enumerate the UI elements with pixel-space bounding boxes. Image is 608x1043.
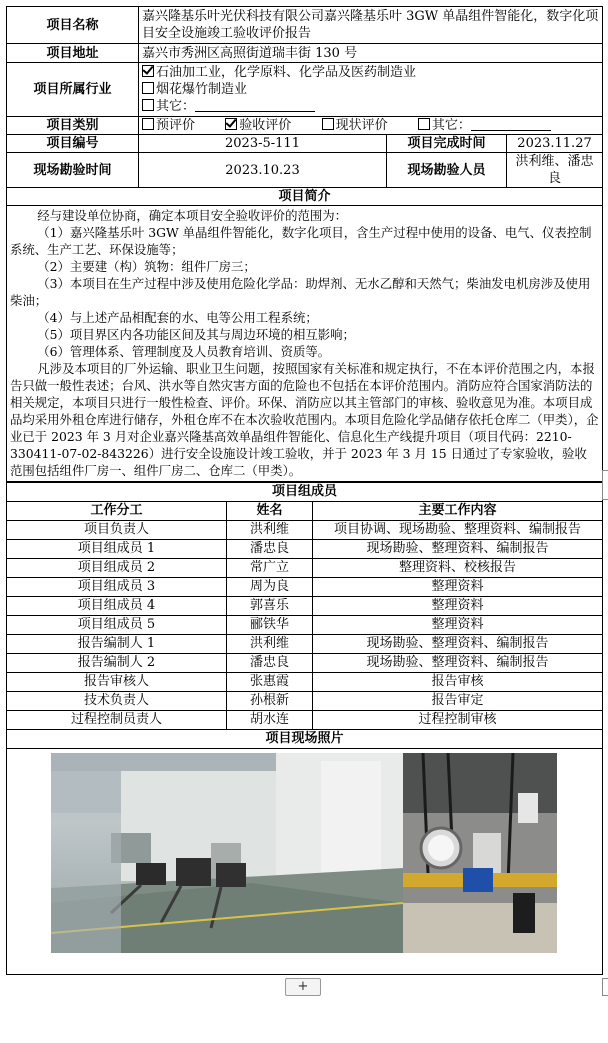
- finish-value: 2023.11.27: [507, 135, 603, 153]
- member-name: 洪利维: [227, 635, 313, 654]
- table-row: [7, 635, 603, 654]
- unchecked-box-icon: [142, 99, 154, 111]
- survey-staff-value: 洪利维、潘忠良: [507, 153, 603, 188]
- member-work: 整理资料、校核报告: [313, 559, 603, 578]
- table-row: [7, 597, 603, 616]
- table-row: [7, 521, 603, 540]
- member-role: 技术负责人: [7, 692, 227, 711]
- member-role: 项目负责人: [7, 521, 227, 540]
- member-work: 现场勘验、整理资料、编制报告: [313, 654, 603, 673]
- project-info-table: [6, 6, 603, 482]
- intro-paragraph: （3）本项目在生产过程中涉及使用危险化学品：助焊剂、无水乙醇和天然气；柴油发电机房涉及使用柴油；: [10, 276, 591, 308]
- checked-box-icon: [142, 65, 154, 77]
- table-edge-handle[interactable]: [602, 470, 608, 500]
- table-row: [7, 559, 603, 578]
- number-value: 2023-5-111: [139, 135, 387, 153]
- column-header-role: 工作分工: [7, 502, 227, 521]
- member-work: 现场勘验、整理资料、编制报告: [313, 540, 603, 559]
- member-role: 项目组成员 3: [7, 578, 227, 597]
- member-name: 张惠霞: [227, 673, 313, 692]
- intro-title: 项目简介: [7, 188, 603, 206]
- intro-paragraph: （2）主要建（构）筑物：组件厂房三；: [37, 259, 256, 274]
- members-title: 项目组成员: [7, 483, 603, 502]
- type-label: 项目类别: [7, 117, 139, 135]
- member-name: 郭喜乐: [227, 597, 313, 616]
- member-name: 潘忠良: [227, 654, 313, 673]
- unchecked-box-icon: [142, 82, 154, 94]
- table-row: [7, 616, 603, 635]
- member-work: 整理资料: [313, 616, 603, 635]
- industry-option-other[interactable]: 其它：: [142, 98, 599, 115]
- table-row: [7, 692, 603, 711]
- member-name: 胡水连: [227, 711, 313, 730]
- member-role: 报告编制人 1: [7, 635, 227, 654]
- industry-option-chemical[interactable]: 石油加工业，化学原料、化学品及医药制造业: [142, 64, 599, 81]
- unchecked-box-icon: [322, 118, 334, 130]
- table-row: [7, 578, 603, 597]
- report-sheet: [6, 6, 602, 975]
- table-row: [7, 673, 603, 692]
- member-name: 周为良: [227, 578, 313, 597]
- type-options: [139, 117, 603, 135]
- member-work: 现场勘验、整理资料、编制报告: [313, 635, 603, 654]
- member-work: 项目协调、现场勘验、整理资料、编制报告: [313, 521, 603, 540]
- address-label: 项目地址: [7, 44, 139, 63]
- member-work: 报告审核: [313, 673, 603, 692]
- intro-paragraph: （6）管理体系、管理制度及人员教育培训、资质等。: [37, 344, 331, 359]
- industry-option-fireworks[interactable]: 烟花爆竹制造业: [142, 81, 599, 98]
- member-name: 潘忠良: [227, 540, 313, 559]
- address-value: 嘉兴市秀洲区高照街道瑞丰街 130 号: [139, 44, 603, 63]
- table-row: [7, 711, 603, 730]
- site-photo-workshop: [51, 753, 403, 953]
- member-name: 洪利维: [227, 521, 313, 540]
- column-header-name: 姓名: [227, 502, 313, 521]
- number-label: 项目编号: [7, 135, 139, 153]
- intro-body: [7, 206, 603, 482]
- intro-paragraph: 凡涉及本项目的厂外运输、职业卫生问题，按照国家有关标准和规定执行，不在本评价范围之内，本报告只做一般性表述；台风、洪水等自然灾害方面的危险也不包括在本评价范围内。消防应符合国家消防法的相关规定，本项目只进行一般性检查、评价。环保、消防应以其主管部门的审核、验收意见为准。本项目成品均采用外租仓库进行储存，外租仓库不在本次验收范围内。本项目危险化学品储存依托仓库二（甲类），企业已于 2023 年 3 月对企业嘉兴隆基高效单晶组件智能化、信息化生产线提升项目（项目代码：2210-330411-07-02-843226）进行安全设施设计竣工验收，并于 2023 年 3 月 15 日通过了专家验收，验收范围包括组件厂房一、组件厂房二、仓库二（甲类）。: [10, 361, 599, 478]
- table-resize-handle[interactable]: [602, 978, 608, 996]
- members-table: [6, 482, 603, 975]
- member-role: 项目组成员 5: [7, 616, 227, 635]
- gas-panel-photo-icon: [403, 753, 557, 953]
- intro-paragraph: （1）嘉兴隆基乐叶 3GW 单晶组件智能化，数字化项目，含生产过程中使用的设备、电气、仪表控制系统、生产工艺、环保设施等；: [10, 225, 592, 257]
- type-option-other[interactable]: 其它：: [418, 118, 551, 133]
- intro-paragraph: 经与建设单位协商，确定本项目安全验收评价的范围为：: [37, 208, 348, 223]
- add-button[interactable]: +: [285, 978, 321, 996]
- member-name: 孙根新: [227, 692, 313, 711]
- member-role: 报告编制人 2: [7, 654, 227, 673]
- member-role: 过程控制员责人: [7, 711, 227, 730]
- survey-time-label: 现场勘验时间: [7, 153, 139, 188]
- unchecked-box-icon: [142, 118, 154, 130]
- blank-underline: [195, 99, 315, 112]
- industry-options: [139, 63, 603, 117]
- table-row: [7, 540, 603, 559]
- table-row: [7, 654, 603, 673]
- member-role: 项目组成员 2: [7, 559, 227, 578]
- member-role: 项目组成员 4: [7, 597, 227, 616]
- photos-title: 项目现场照片: [7, 730, 603, 749]
- workshop-photo-icon: [51, 753, 403, 953]
- project-name-label: 项目名称: [7, 7, 139, 44]
- survey-time-value: 2023.10.23: [139, 153, 387, 188]
- member-role: 报告审核人: [7, 673, 227, 692]
- blank-underline: [471, 118, 551, 131]
- member-work: 过程控制审核: [313, 711, 603, 730]
- photos-cell: [7, 749, 603, 975]
- type-option-status[interactable]: 现状评价: [322, 118, 388, 133]
- type-option-pre[interactable]: 预评价: [142, 118, 195, 133]
- checked-box-icon: [225, 118, 237, 130]
- survey-staff-label: 现场勘验人员: [387, 153, 507, 188]
- member-work: 报告审定: [313, 692, 603, 711]
- site-photo-gas-panel: [403, 753, 557, 953]
- column-header-work: 主要工作内容: [313, 502, 603, 521]
- industry-label: 项目所属行业: [7, 63, 139, 117]
- project-name-value: 嘉兴隆基乐叶光伏科技有限公司嘉兴隆基乐叶 3GW 单晶组件智能化，数字化项目安全设施竣工验收评价报告: [139, 7, 603, 44]
- type-option-acceptance[interactable]: 验收评价: [225, 118, 291, 133]
- intro-paragraph: （4）与上述产品相配套的水、电等公用工程系统；: [37, 310, 318, 325]
- finish-label: 项目完成时间: [387, 135, 507, 153]
- member-work: 整理资料: [313, 597, 603, 616]
- member-role: 项目组成员 1: [7, 540, 227, 559]
- unchecked-box-icon: [418, 118, 430, 130]
- member-name: 常广立: [227, 559, 313, 578]
- member-work: 整理资料: [313, 578, 603, 597]
- intro-paragraph: （5）项目界区内各功能区间及其与周边环境的相互影响；: [37, 327, 355, 342]
- member-name: 郦铁华: [227, 616, 313, 635]
